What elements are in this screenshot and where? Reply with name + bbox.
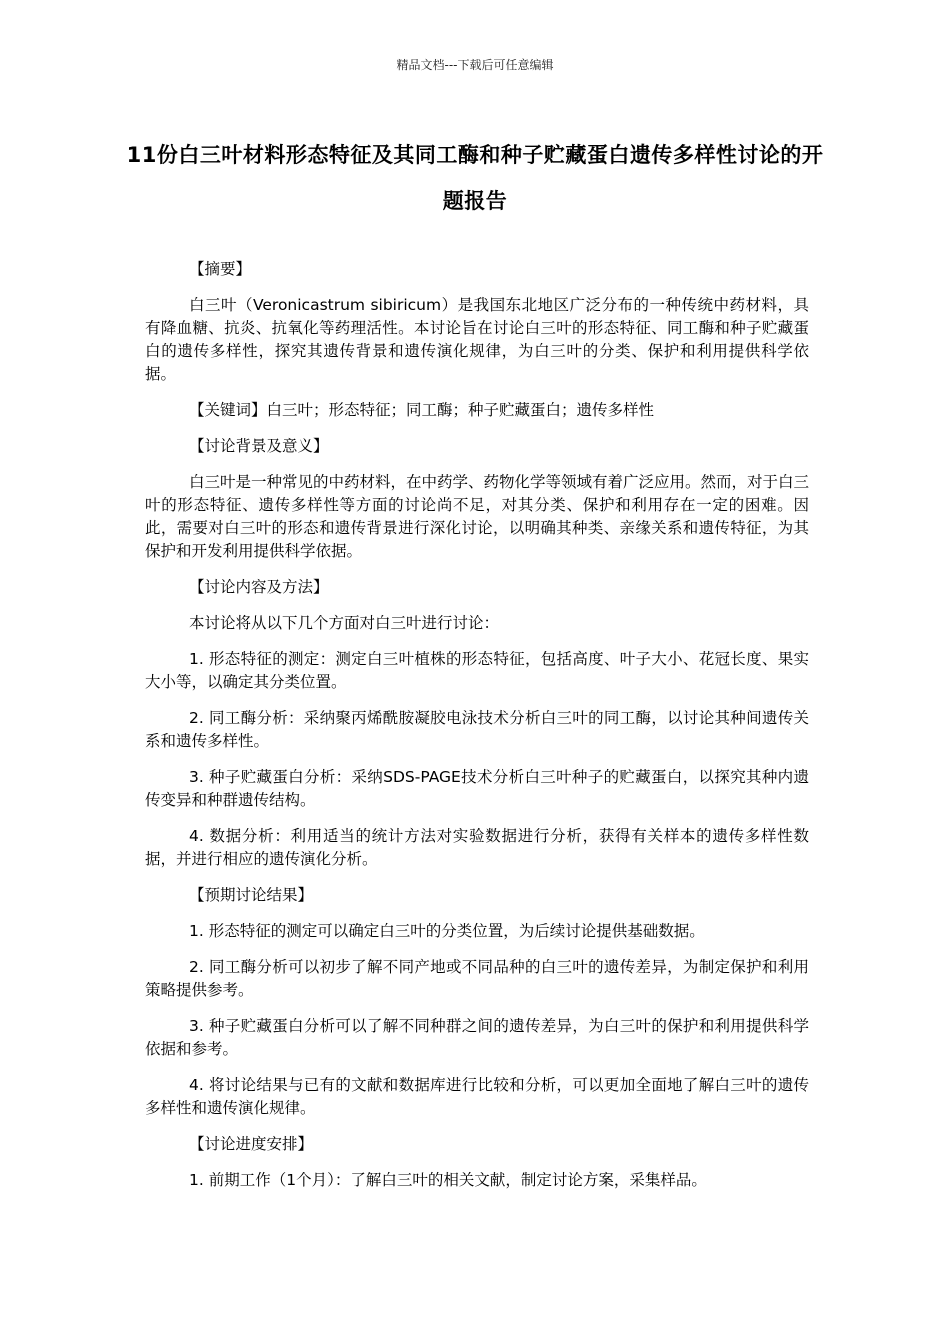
methods-item: 4. 数据分析：利用适当的统计方法对实验数据进行分析，获得有关样本的遗传多样性数据，并进行相应的遗传演化分析。 [145,827,809,868]
results-item: 3. 种子贮藏蛋白分析可以了解不同种群之间的遗传差异，为白三叶的保护和利用提供科学依据和参考。 [145,1017,809,1058]
background-text: 白三叶是一种常见的中药材料，在中药学、药物化学等领域有着广泛应用。然而，对于白三叶的形态特征、遗传多样性等方面的讨论尚不足，对其分类、保护和利用存在一定的困难。因此，需要对白三叶的形态和遗传背景进行深化讨论，以明确其种类、亲缘关系和遗传特征，为其保护和开发利用提供科学依据。 [145,473,810,560]
document-body [145,258,809,1205]
results-item: 2. 同工酶分析可以初步了解不同产地或不同品种的白三叶的遗传差异，为制定保护和利用策略提供参考。 [145,958,809,999]
section-heading-methods: 【讨论内容及方法】 [189,578,329,596]
methods-item: 3. 种子贮藏蛋白分析：采纳SDS-PAGE技术分析白三叶种子的贮藏蛋白，以探究其种内遗传变异和种群遗传结构。 [145,768,809,809]
keywords: 【关键词】白三叶；形态特征；同工酶；种子贮藏蛋白；遗传多样性 [189,401,655,419]
page-header: 精品文档---下载后可任意编辑 [396,58,554,72]
schedule-item: 1. 前期工作（1个月）：了解白三叶的相关文献，制定讨论方案，采集样品。 [189,1171,707,1189]
methods-item: 2. 同工酶分析：采纳聚丙烯酰胺凝胶电泳技术分析白三叶的同工酶，以讨论其种间遗传关系和遗传多样性。 [145,709,809,750]
section-heading-expected-results: 【预期讨论结果】 [189,886,314,904]
results-item: 1. 形态特征的测定可以确定白三叶的分类位置，为后续讨论提供基础数据。 [189,922,705,940]
section-heading-background: 【讨论背景及意义】 [189,437,329,455]
abstract-text: 白三叶（Veronicastrum sibiricum）是我国东北地区广泛分布的一种传统中药材料，具有降血糖、抗炎、抗氧化等药理活性。本讨论旨在讨论白三叶的形态特征、同工酶和种子贮藏蛋白的遗传多样性，探究其遗传背景和遗传演化规律，为白三叶的分类、保护和利用提供科学依据。 [145,296,809,383]
document-title: 11份白三叶材料形态特征及其同工酶和种子贮藏蛋白遗传多样性讨论的开题报告 [126,143,824,213]
methods-intro: 本讨论将从以下几个方面对白三叶进行讨论： [189,614,500,632]
section-heading-abstract: 【摘要】 [189,260,252,278]
methods-item: 1. 形态特征的测定：测定白三叶植株的形态特征，包括高度、叶子大小、花冠长度、果实大小等，以确定其分类位置。 [145,650,809,691]
results-item: 4. 将讨论结果与已有的文献和数据库进行比较和分析，可以更加全面地了解白三叶的遗传多样性和遗传演化规律。 [145,1076,809,1117]
section-heading-schedule: 【讨论进度安排】 [189,1135,314,1153]
